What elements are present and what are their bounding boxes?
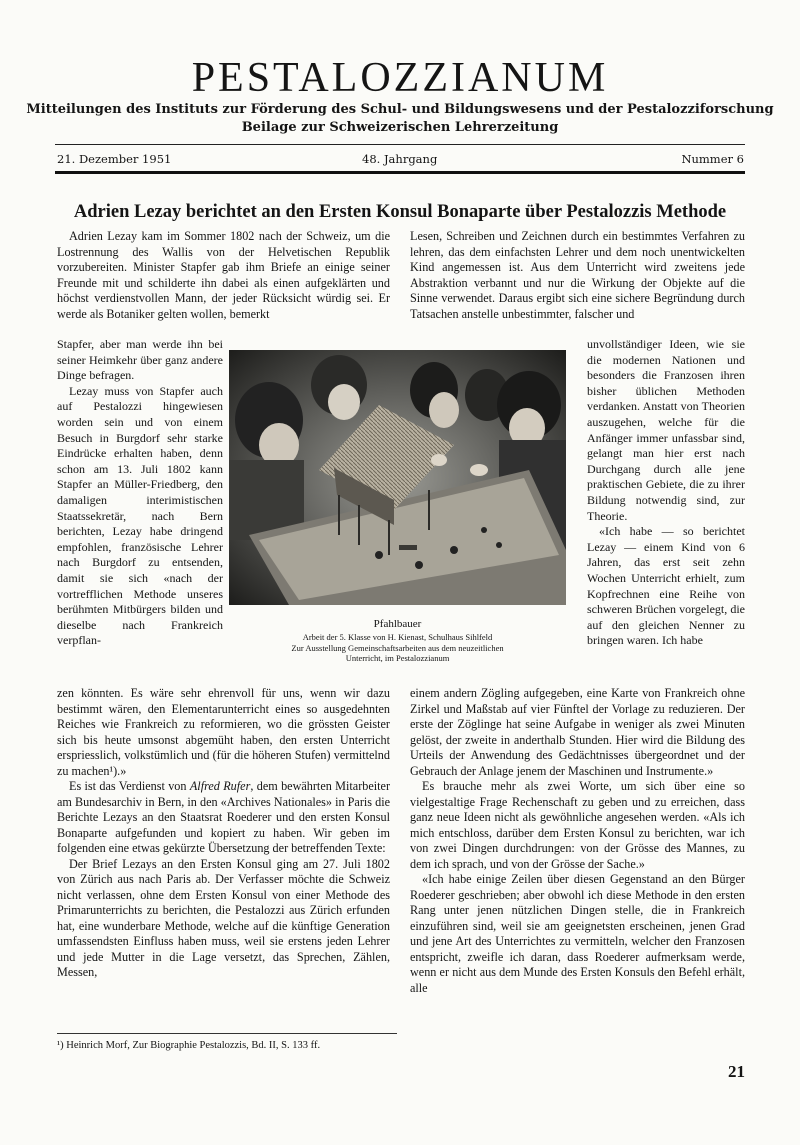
right-column-bottom: [410, 686, 745, 996]
paragraph: zen könnten. Es wäre sehr ehrenvoll für uns, wenn wir dazu bestimmt wären, den Elementarunterricht eines so ausgedehnten Reiches wie Frankreich zu reformieren, wo die grössten Geister sich bis heute umsonst abgemüht haben, den ersten Unterricht erspriesslich, volkstümlich und (für die höheren Stufen) vermittelnd zu machen¹).»: [57, 686, 390, 778]
paragraph-text-rest: , dem bewährten Mitarbeiter am Bundesarchiv in Bern, in den «Archives Nationales» in Paris die Berichte Lezays an den Staatsrat Roederer und den ersten Konsul Bonaparte aufgefunden und kopiert zu haben. Wir geben im folgenden eine etwas gekürzte Übersetzung der betreffenden Texte:: [57, 779, 391, 855]
masthead-subtitle-2: Beilage zur Schweizerischen Lehrerzeitung: [241, 120, 559, 135]
paragraph-text-start: Es ist das Verdienst von: [69, 779, 190, 793]
masthead-rule-top: [55, 144, 745, 145]
masthead-rule-bottom: [55, 171, 745, 174]
paragraph: [57, 779, 390, 857]
left-column-wrap: [57, 337, 223, 649]
issue-date: 21. Dezember 1951: [57, 152, 172, 166]
footnote-rule: [57, 1033, 397, 1034]
photo-illustration: [229, 350, 566, 605]
paragraph: Lesen, Schreiben und Zeichnen durch ein bestimmtes Verfahren zu lehren, das dem einfachsten Lehrer und dem noch unentwickelten Kind angemessen ist. Aus dem Unterricht wird zweitens jede Abstraktion verbannt und nur die Wirkung der Objekte auf die Sinne verwendet. Daraus ergibt sich eine sichere Begründung durch Tatsachen anstelle unbestimmter, falscher und: [410, 229, 745, 321]
paragraph: Adrien Lezay kam im Sommer 1802 nach der Schweiz, um die Lostrennung des Wallis von der Helvetischen Republik vorzubereiten. Minister Stapfer gab ihm Briefe an einige seiner Freunde mit und schilderte ihn dabei als einen aufgeklärten und höchst verdienstvollen Mann, der jeder Rücksicht würdig sei. Er werde als Botaniker gelten wollen, bemerkt: [57, 229, 390, 321]
masthead-subtitle: Mitteilungen des Instituts zur Förderung des Schul- und Bildungswesens und der Pestalozziforschung: [26, 102, 774, 117]
right-column-top: [410, 229, 745, 322]
paragraph: «Ich habe einige Zeilen über diesen Gegenstand an den Bürger Roederer geschrieben; aber obwohl ich diese Methode in den ersten Rang unter jenen nützlichen Dingen stelle, die in Frankreich einzuführen sind, weil sie am geeignetsten erscheinen, jenen Grad und jene Art des Unterrichtes zu vermitteln, welcher den Franzosen entspricht, zweifle ich daran, dass Roederer aufmerksam werde, wenn er nicht aus dem Munde des Ersten Konsuls den Befehl erhält, alle: [410, 872, 745, 995]
paragraph: Lezay muss von Stapfer auch auf Pestalozzi hingewiesen worden sein und von einem Besuch in Burgdorf sehr starke Eindrücke erhalten haben, denn schon am 13. Juli 1802 kann Stapfer an Müller-Friedberg, den damaligen interimistischen Staatssekretär, nach Bern berichten, Lezay habe dringend empfohlen, französische Lehrer nach Burgdorf zu entsenden, damit sie sich «nach der vortrefflichen Methode unseres berühmten Mitbürgers bilden und dieselbe nach Frankreich verpflan-: [57, 383, 223, 648]
photo-caption-line: Unterricht, im Pestalozzianum: [345, 653, 450, 663]
author-name: Alfred Rufer: [189, 779, 251, 793]
issue-volume: 48. Jahrgang: [362, 152, 438, 166]
paragraph: einem andern Zögling aufgegeben, eine Karte von Frankreich ohne Zirkel und Maßstab auf vier Fünftel der Vorlage zu reduzieren. Der erste der Zöglinge hat seine Aufgabe in weniger als zwei Minuten gelöst, der zweite in anderthalb Stunden. Hier wird die Bildung des Urteils der Anwendung des Gedächtnisses übergeordnet und der Gebrauch der Anlage jenem der Maschinen und Instrumente.»: [410, 686, 745, 778]
paragraph: Es brauche mehr als zwei Worte, um sich über eine so vielgestaltige Frage Rechenschaft zu geben und zu erreichen, dass ganz neue Ideen nicht als gewöhnliche angesehen werden. «Als ich mich entschloss, darüber dem Ersten Konsul zu berichten, war ich von zwei Dingen durchdrungen: von der Grösse des Mannes, zu dem ich sprach, und von der Grösse der Sache.»: [410, 779, 745, 871]
photo-caption-line: Zur Ausstellung Gemeinschaftsarbeiten aus dem neuzeitlichen: [291, 643, 504, 653]
footnote: ¹) Heinrich Morf, Zur Biographie Pestalozzis, Bd. II, S. 133 ff.: [57, 1040, 321, 1051]
page-number: 21: [728, 1062, 745, 1081]
pile-dwelling-photo: [229, 350, 566, 605]
masthead-title: PESTALOZZIANUM: [191, 55, 609, 101]
paragraph: Der Brief Lezays an den Ersten Konsul ging am 27. Juli 1802 von Zürich aus nach Paris ab. Der Verfasser möchte die Schweiz nicht verlassen, ohne dem Ersten Konsul von einer Methode des Primarunterrichts zu berichten, die Pestalozzi aus Zürich erfunden hat, eine wunderbare Methode, welche auf die künftige Generation umfassendsten Einfluss haben muss, weil sie erstens jeden Lehrer und jede Mutter in die Lage versetzt, das Sprechen, Zählen, Messen,: [57, 856, 390, 979]
right-column-wrap: [587, 337, 745, 649]
photo-caption-line: Arbeit der 5. Klasse von H. Kienast, Schulhaus Sihlfeld: [302, 632, 493, 642]
left-column-bottom: [57, 686, 390, 981]
photo-caption-title: Pfahlbauer: [373, 618, 422, 630]
issue-number: Nummer 6: [681, 152, 744, 166]
paragraph: unvollständiger Ideen, wie sie die modernen Nationen und besonders die Franzosen ihren bisher üblichen Methoden verdanken. Anstatt von Theorien auszugehen, welche für die Anfänger immer unfassbar sind, gelangt man hier erst nach Durchgang durch alle jene praktischen Gebiete, die zu ihrer Bildung notwendig sind, zur Theorie.: [587, 337, 745, 523]
left-column-top: [57, 229, 390, 322]
paragraph: Stapfer, aber man werde ihn bei seiner Heimkehr über ganz andere Dinge befragen.: [57, 337, 223, 383]
article-headline: Adrien Lezay berichtet an den Ersten Konsul Bonaparte über Pestalozzis Methode: [73, 202, 727, 222]
paragraph: «Ich habe — so berichtet Lezay — einem Kind von 6 Jahren, das erst seit zehn Wochen Unterricht erhielt, zum Kopfrechnen eine Reihe von schweren Brüchen vorgelegt, die auf den gleichen Nenner zu bringen waren. Ich habe: [587, 524, 745, 648]
